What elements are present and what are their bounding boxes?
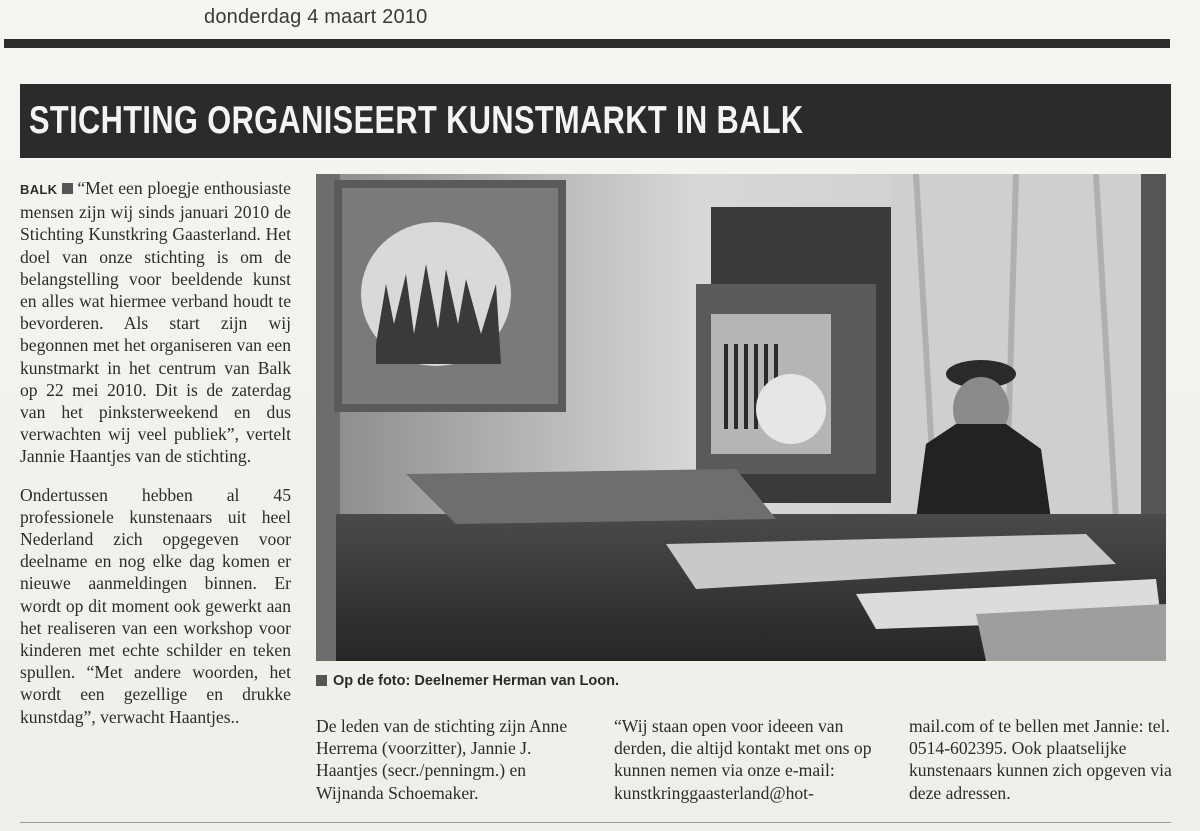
issue-date: donderdag 4 maart 2010: [204, 6, 428, 28]
paragraph-2: Ondertussen hebben al 45 professionele kunstenaars uit heel Nederland zich opgegeven voor deelname en nog elke dag komen er nieuwe aanmeldingen binnen. Er wordt op dit moment ook gewerkt aan het realiseren van een workshop voor kinderen met echte schilder en teken spullen. “Met andere woorden, het wordt een gezellige en drukke kunstdag”, verwacht Haantjes..: [20, 484, 291, 727]
square-bullet-icon: [62, 183, 73, 194]
paragraph-1-text: “Met een ploegje enthousiaste mensen zijn wij sinds januari 2010 de Stichting Kunstkring Gaasterland. Het doel van onze stichting is om de belangstelling voor beeldende kunst en alles wat hiermee verband houdt te bevorderen. Als start zijn wij begonnen met het organiseren van een kunstmarkt in het centrum van Balk op 22 mei 2010. Dit is de zaterdag van het pinksterweekend en dus verwachten wij veel publiek”, vertelt Jannie Haantjes van de stichting.: [20, 178, 291, 467]
photo-caption-text: Op de foto: Deelnemer Herman van Loon.: [333, 673, 620, 689]
article-column-4: mail.com of te bellen met Jannie: tel. 0514-602395. Ook plaatselijke kunstenaars kunnen zich opgeven via deze adressen.: [909, 716, 1172, 803]
dateline: BALK: [20, 182, 58, 197]
square-bullet-icon: [316, 675, 327, 686]
photo-caption: [316, 673, 936, 689]
article-photo: [316, 174, 1166, 661]
photo-illustration: [316, 174, 1166, 661]
article-headline: STICHTING ORGANISEERT KUNSTMARKT IN BALK: [20, 84, 1171, 158]
article-column-left: [20, 177, 291, 728]
paragraph-1: [20, 177, 291, 468]
article-column-3: “Wij staan open voor ideeen van derden, die altijd kontakt met ons op kunnen nemen via onze e-mail: kunstkringgaasterland@hot-: [614, 716, 872, 803]
top-rule: [4, 39, 1170, 48]
article-column-2: De leden van de stichting zijn Anne Herrema (voorzitter), Jannie J. Haantjes (secr./penningm.) en Wijnanda Schoemaker.: [316, 716, 568, 803]
bottom-rule: [20, 822, 1171, 823]
